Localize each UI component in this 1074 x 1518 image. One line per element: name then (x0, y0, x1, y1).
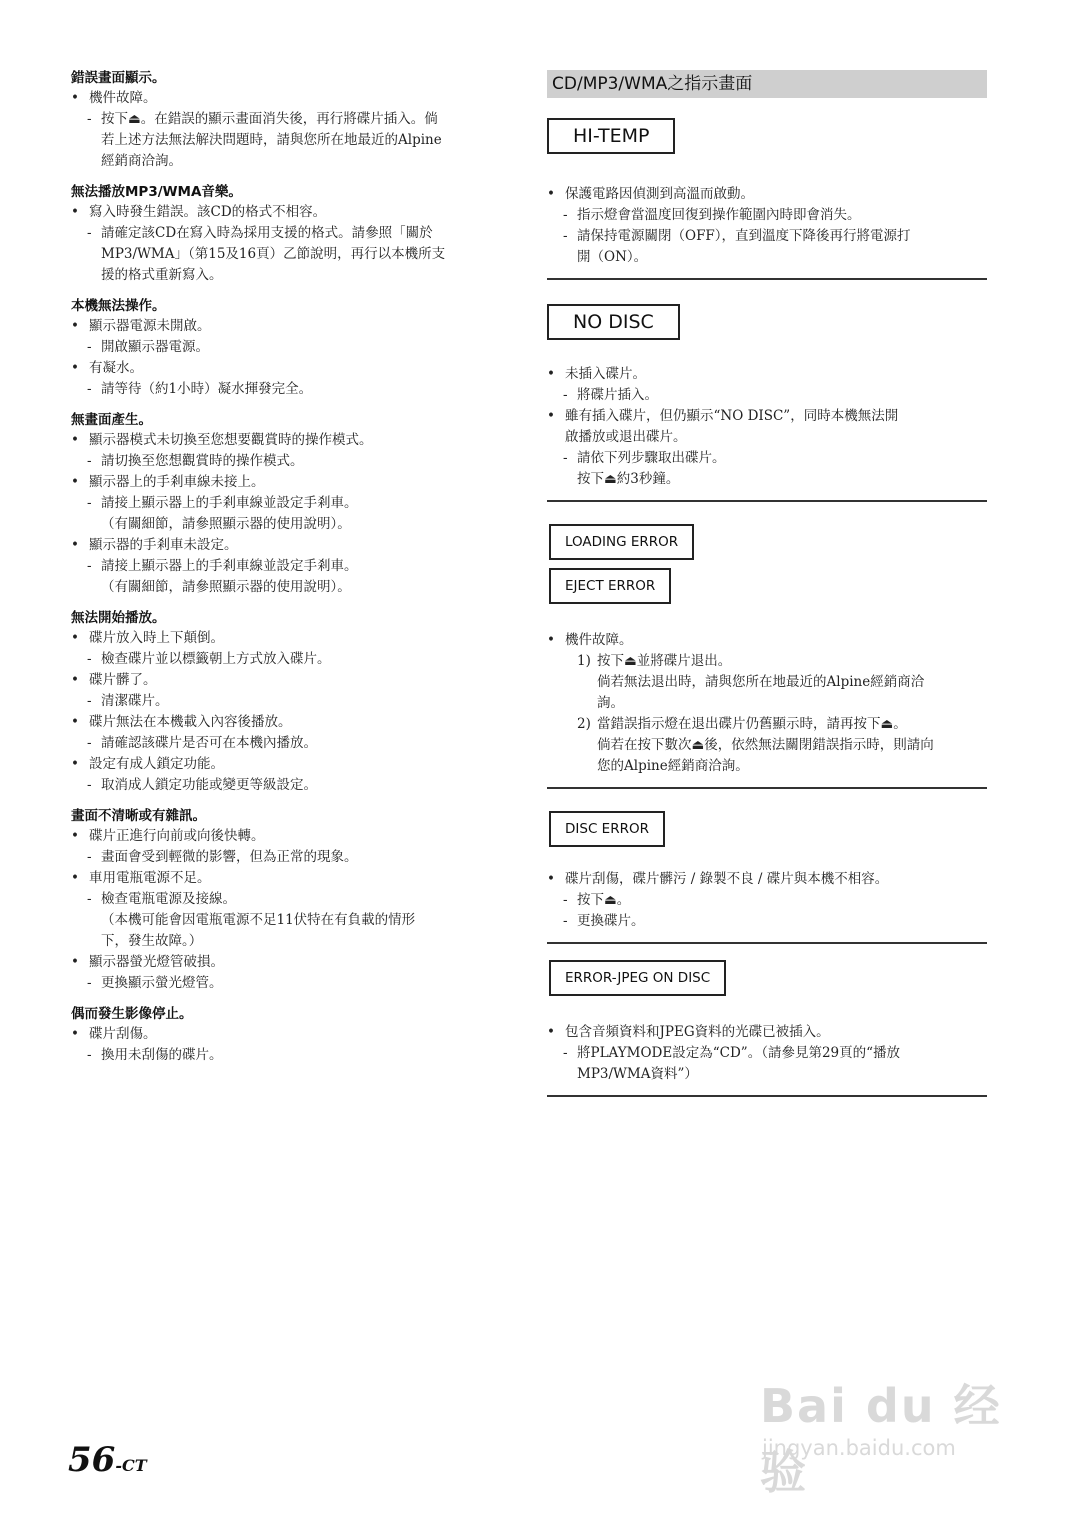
step-number: 2) (577, 716, 591, 732)
remedy-item: 您的Alpine經銷商洽詢。 (597, 758, 749, 774)
section-title: 錯誤畫面顯示。 (71, 70, 166, 86)
cause-item: • 碟片無法在本機載入內容後播放。 (71, 712, 516, 733)
section-title: 偶而發生影像停止。 (71, 1006, 193, 1022)
page-suffix: -CT (115, 1456, 147, 1475)
remedy-item: - 按下⏏。在錯誤的顯示畫面消失後，再行將碟片插入。倘 (71, 109, 516, 130)
display-indicator: EJECT ERROR (549, 568, 671, 604)
remedy-item (547, 651, 987, 672)
watermark-url: jingyan.baidu.com (762, 1436, 956, 1460)
remedy-item: （有關細節，請參照顯示器的使用說明）。 (101, 579, 351, 595)
remedy-item: - 請保持電源關閉（OFF），直到溫度下降後再行將電源打 (547, 226, 987, 247)
watermark (760, 1370, 1020, 1499)
remedy-item: 詢。 (597, 695, 624, 711)
remedy-item: MP3/WMA資料”） (577, 1066, 698, 1082)
remedy-item: - 請接上顯示器上的手剎車線並設定手剎車。 (71, 556, 516, 577)
section-header: CD/MP3/WMA之指示畫面 (547, 70, 987, 98)
cause-item: • 雖有插入碟片，但仍顯示“NO DISC”，同時本機無法開 (547, 406, 987, 427)
cause-item: • 碟片髒了。 (71, 670, 516, 691)
cause-item: • 碟片刮傷，碟片髒污 / 錄製不良 / 碟片與本機不相容。 (547, 869, 987, 890)
remedy-item: - 按下⏏。 (547, 890, 987, 911)
remedy-item: - 換用未刮傷的碟片。 (71, 1045, 516, 1066)
remedy-item: （有關細節，請參照顯示器的使用說明）。 (101, 516, 351, 532)
remedy-item: 援的格式重新寫入。 (101, 267, 223, 283)
cause-item: • 顯示器模式未切換至您想要觀賞時的操作模式。 (71, 430, 516, 451)
remedy-item: （本機可能會因電瓶電源不足11伏特在有負載的情形 (101, 912, 416, 928)
remedy-item: 倘若無法退出時，請與您所在地最近的Alpine經銷商洽 (597, 674, 925, 690)
cause-item: • 顯示器的手剎車未設定。 (71, 535, 516, 556)
cause-item: • 碟片刮傷。 (71, 1024, 516, 1045)
remedy-item: - 清潔碟片。 (71, 691, 516, 712)
remedy-item: - 開啟顯示器電源。 (71, 337, 516, 358)
cause-item: • 設定有成人鎖定功能。 (71, 754, 516, 775)
cause-item: • 顯示器上的手剎車線未接上。 (71, 472, 516, 493)
remedy-item: - 請切換至您想觀賞時的操作模式。 (71, 451, 516, 472)
remedy-item: - 請確認該碟片是否可在本機內播放。 (71, 733, 516, 754)
indicator-column (547, 70, 987, 1097)
remedy-item: 經銷商洽詢。 (101, 153, 182, 169)
remedy-item: - 更換碟片。 (547, 911, 987, 932)
cause-item: • 顯示器電源未開啟。 (71, 316, 516, 337)
cause-item: • 碟片放入時上下顛倒。 (71, 628, 516, 649)
cause-item: • 顯示器螢光燈管破損。 (71, 952, 516, 973)
section-title: 本機無法操作。 (71, 298, 166, 314)
cause-item: • 機件故障。 (71, 88, 516, 109)
section-title: 無法播放MP3/WMA音樂。 (71, 184, 242, 200)
cause-item: • 有凝水。 (71, 358, 516, 379)
display-indicator: NO DISC (547, 304, 680, 340)
display-indicator: DISC ERROR (549, 811, 665, 847)
display-indicator: LOADING ERROR (549, 524, 694, 560)
step-text: 當錯誤指示燈在退出碟片仍舊顯示時，請再按下⏏。 (597, 716, 907, 732)
remedy-item: 啟播放或退出碟片。 (565, 429, 687, 445)
page-number-value: 56 (68, 1440, 116, 1480)
watermark-brand: Bai du 经验 (760, 1379, 1002, 1499)
section-divider (547, 1095, 987, 1097)
cause-item: • 碟片正進行向前或向後快轉。 (71, 826, 516, 847)
remedy-item: - 指示燈會當溫度回復到操作範圍內時即會消失。 (547, 205, 987, 226)
remedy-item: 按下⏏約3秒鐘。 (577, 471, 680, 487)
remedy-item: - 取消成人鎖定功能或變更等級設定。 (71, 775, 516, 796)
remedy-item: 若上述方法無法解決問題時，請與您所在地最近的Alpine (101, 132, 442, 148)
remedy-item: 下，發生故障。） (101, 933, 203, 949)
cause-item: • 包含音頻資料和JPEG資料的光碟已被插入。 (547, 1022, 987, 1043)
cause-item: • 機件故障。 (547, 630, 987, 651)
remedy-item: - 檢查碟片並以標籤朝上方式放入碟片。 (71, 649, 516, 670)
remedy-item: - 請等待（約1小時）凝水揮發完全。 (71, 379, 516, 400)
remedy-item: - 檢查電瓶電源及接線。 (71, 889, 516, 910)
section-title: 無畫面產生。 (71, 412, 152, 428)
remedy-item: MP3/WMA」（第15及16頁）乙節說明，再行以本機所支 (101, 246, 446, 262)
cause-item: • 未插入碟片。 (547, 364, 987, 385)
remedy-item: - 更換顯示螢光燈管。 (71, 973, 516, 994)
remedy-item: 倘若在按下數次⏏後，依然無法關閉錯誤指示時，則請向 (597, 737, 934, 753)
cause-item: • 保護電路因偵測到高溫而啟動。 (547, 184, 987, 205)
remedy-item: - 請接上顯示器上的手剎車線並設定手剎車。 (71, 493, 516, 514)
remedy-item: - 將PLAYMODE設定為“CD”。（請參見第29頁的“播放 (547, 1043, 987, 1064)
troubleshooting-column (71, 68, 516, 1066)
page-number (68, 1440, 147, 1480)
cause-item: • 車用電瓶電源不足。 (71, 868, 516, 889)
remedy-item (547, 714, 987, 735)
display-indicator: ERROR-JPEG ON DISC (549, 960, 726, 996)
step-number: 1) (577, 653, 591, 669)
remedy-item: 開（ON）。 (577, 249, 648, 265)
remedy-item: - 畫面會受到輕微的影響，但為正常的現象。 (71, 847, 516, 868)
step-text: 按下⏏並將碟片退出。 (597, 653, 732, 669)
remedy-item: - 請確定該CD在寫入時為採用支援的格式。請參照「關於 (71, 223, 516, 244)
display-indicator: HI-TEMP (547, 118, 675, 154)
section-title: 無法開始播放。 (71, 610, 166, 626)
section-title: 畫面不清晰或有雜訊。 (71, 808, 206, 824)
remedy-item: - 將碟片插入。 (547, 385, 987, 406)
cause-item: • 寫入時發生錯誤。該CD的格式不相容。 (71, 202, 516, 223)
remedy-item: - 請依下列步驟取出碟片。 (547, 448, 987, 469)
